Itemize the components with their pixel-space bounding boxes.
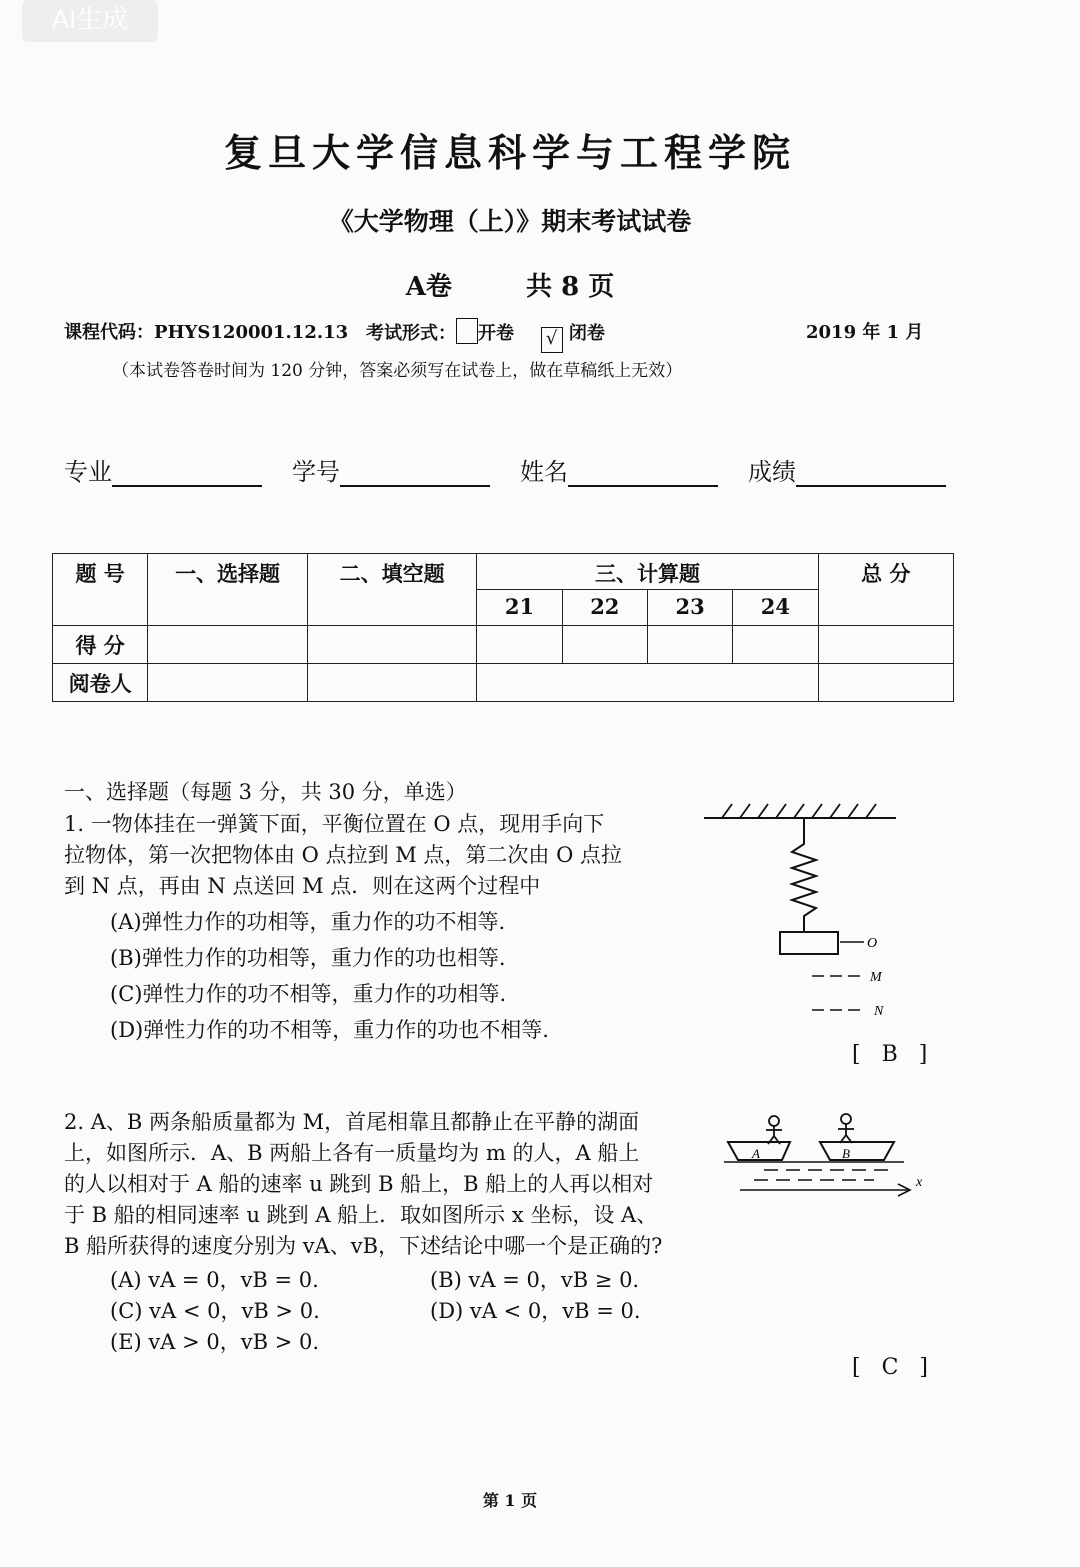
exam-title: 《大学物理（上）》期末考试试卷	[328, 207, 692, 236]
table-header-calc: 三、计算题	[477, 554, 818, 590]
q1-option-c: (C)弹性力作的功不相等，重力作的功相等.	[110, 982, 507, 1006]
table-calc-22: 22	[562, 590, 647, 626]
exam-date: 2019 年 1 月	[806, 322, 924, 343]
volume-line	[0, 266, 1020, 303]
boats-figure	[724, 1108, 934, 1200]
label-m: M	[870, 970, 882, 985]
q1-option-b: (B)弹性力作的功相等，重力作的功也相等.	[110, 946, 506, 970]
q2-line: 的人以相对于 A 船的速率 u 跳到 B 船上，B 船上的人再以相对	[64, 1172, 654, 1196]
score-cell	[818, 626, 953, 664]
section1-title: 一、选择题（每题 3 分，共 30 分，单选）	[64, 780, 467, 804]
open-book-label: 开卷	[478, 323, 514, 344]
table-calc-23: 23	[647, 590, 732, 626]
q2-line: 上，如图所示．A、B 两船上各有一质量均为 m 的人，A 船上	[64, 1141, 640, 1165]
score-cell	[647, 626, 732, 664]
q2-option-c: (C) vA < 0，vB > 0.	[110, 1299, 320, 1323]
field-name-label: 姓名	[520, 458, 568, 486]
q2-line: B 船所获得的速度分别为 vA、vB，下述结论中哪一个是正确的?	[64, 1234, 663, 1258]
open-book-checkbox	[456, 318, 478, 344]
q1-line: 拉物体，第一次把物体由 O 点拉到 M 点，第二次由 O 点拉	[64, 843, 622, 867]
grader-cell	[307, 664, 477, 702]
spring-figure	[700, 800, 900, 1025]
q2-line: 于 B 船的相同速率 u 跳到 A 船上．取如图所示 x 坐标，设 A、	[64, 1203, 658, 1227]
exam-note: （本试卷答卷时间为 120 分钟，答案必须写在试卷上，做在草稿纸上无效）	[112, 361, 683, 381]
boat-b-label: B	[842, 1146, 850, 1161]
field-student-id-label: 学号	[292, 458, 340, 486]
q1-answer: [ B ]	[852, 1042, 928, 1067]
table-header-number: 题 号	[53, 554, 148, 626]
field-student-id-blank	[340, 457, 490, 487]
label-o: O	[867, 936, 878, 951]
field-grade-blank	[796, 457, 946, 487]
label-n: N	[874, 1004, 884, 1019]
table-header-choice: 一、选择题	[148, 554, 308, 626]
table-header-total: 总 分	[818, 554, 953, 626]
field-grade	[748, 452, 946, 487]
boat-a-label: A	[752, 1146, 760, 1161]
course-code: 课程代码：PHYS120001.12.13	[64, 322, 349, 343]
score-cell	[148, 626, 308, 664]
q2-option-e: (E) vA > 0，vB > 0.	[110, 1330, 320, 1354]
field-student-id	[292, 452, 490, 487]
exam-form-label: 考试形式：	[366, 323, 456, 344]
field-name	[520, 452, 718, 487]
grader-cell	[148, 664, 308, 702]
q2-option-d: (D) vA < 0，vB = 0.	[430, 1299, 641, 1323]
watermark: AI生成	[22, 0, 158, 42]
q2-line: 2. A、B 两条船质量都为 M，首尾相靠且都静止在平静的湖面	[64, 1110, 640, 1134]
school-title: 复旦大学信息科学与工程学院	[223, 130, 796, 175]
q2-option-a: (A) vA = 0，vB = 0.	[110, 1268, 319, 1292]
x-axis-label: x	[916, 1175, 923, 1190]
closed-book-label: 闭卷	[568, 323, 605, 344]
q2-option-b: (B) vA = 0，vB ≥ 0.	[430, 1268, 640, 1292]
score-cell	[562, 626, 647, 664]
score-table	[52, 553, 954, 702]
score-cell	[733, 626, 818, 664]
table-grader-row-label: 阅卷人	[53, 664, 148, 702]
table-header-fill: 二、填空题	[307, 554, 477, 626]
field-name-blank	[568, 457, 718, 487]
field-major-label: 专业	[64, 458, 112, 486]
score-cell	[307, 626, 477, 664]
q1-line: 到 N 点，再由 N 点送回 M 点．则在这两个过程中	[64, 874, 541, 898]
grader-cell	[477, 664, 818, 702]
q1-option-a: (A)弹性力作的功相等，重力作的功不相等.	[110, 910, 506, 934]
score-cell	[477, 626, 562, 664]
q2-answer: [ C ]	[852, 1355, 928, 1380]
table-calc-24: 24	[733, 590, 818, 626]
q1-option-d: (D)弹性力作的功不相等，重力作的功也不相等.	[110, 1018, 549, 1042]
closed-book-checkbox: √	[541, 327, 563, 353]
table-score-row-label: 得 分	[53, 626, 148, 664]
field-major-blank	[112, 457, 262, 487]
field-major	[64, 452, 262, 487]
page-footer: 第 1 页	[482, 1491, 538, 1510]
table-calc-21: 21	[477, 590, 562, 626]
page-count: 共 8 页	[526, 272, 615, 302]
q1-line: 1. 一物体挂在一弹簧下面，平衡位置在 O 点，现用手向下	[64, 812, 605, 836]
grader-cell	[818, 664, 953, 702]
volume-label: A卷	[405, 272, 452, 302]
field-grade-label: 成绩	[748, 458, 796, 486]
exam-form	[366, 318, 605, 353]
